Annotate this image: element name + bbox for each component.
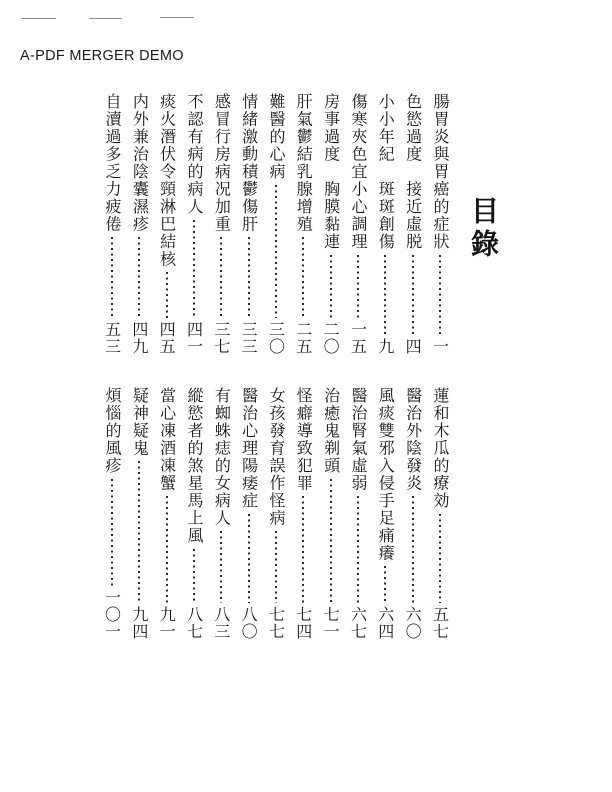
scan-mark-line (160, 17, 194, 18)
toc-entry-page-number: 五三 (102, 321, 122, 355)
toc-entry (293, 387, 313, 640)
toc-entry (184, 93, 204, 355)
toc-entry-page-number: 八三 (211, 606, 231, 640)
dotted-leader (384, 566, 386, 603)
toc-entry-page-number: 四五 (157, 321, 177, 355)
toc-entry-title: 蓮和木瓜的療効 (430, 387, 450, 510)
toc-entry-title: 自瀆過多乏力疲倦 (103, 93, 122, 233)
toc-entry-page-number: 七七 (266, 606, 286, 640)
toc-entry-page-number: 一 (430, 338, 450, 355)
toc-entry-page-number: 四九 (129, 321, 149, 355)
toc-entry (403, 93, 423, 355)
toc-entry-title: 腸胃炎與胃癌的症狀 (430, 93, 450, 251)
toc-entry (348, 93, 368, 355)
toc-entry (157, 387, 177, 640)
toc-entry-title: 肝氣鬱結乳腺增殖 (294, 93, 314, 233)
toc-entry (239, 93, 259, 355)
toc-entry-title: 内外兼治陰囊濕疹 (130, 93, 150, 233)
toc-entry-page-number: 七四 (293, 606, 313, 640)
toc-entry-page-number: 六〇 (403, 606, 423, 640)
dotted-leader (302, 496, 304, 603)
dotted-leader (357, 496, 359, 603)
dotted-leader (412, 255, 414, 336)
toc-entry-title: 感冒行房病况加重 (212, 93, 232, 233)
dotted-leader (166, 272, 168, 318)
dotted-leader (220, 531, 222, 603)
toc-entry-title: 有蜘蛛痣的女病人 (212, 387, 232, 527)
scan-mark-line (89, 18, 122, 19)
toc-entry-page-number: 三七 (211, 321, 231, 355)
dotted-leader (138, 237, 140, 318)
dotted-leader (439, 514, 441, 604)
toc-entry-title: 不認有病的病人 (184, 93, 204, 216)
toc-entry-page-number: 五七 (430, 606, 450, 640)
dotted-leader (357, 255, 359, 319)
toc-entry (211, 93, 231, 355)
dotted-leader (248, 514, 250, 604)
toc-entry-page-number: 三三 (239, 321, 259, 355)
scan-mark-line (21, 18, 56, 19)
toc-entry-title: 難醫的心病 (266, 93, 286, 181)
toc-entry-page-number: 二五 (293, 321, 313, 355)
toc-entry-title: 房事過度 胸膜黏連 (321, 93, 341, 251)
toc-entry-title: 醫治外陰發炎 (403, 387, 423, 492)
toc-entry (375, 387, 395, 640)
dotted-leader (330, 255, 332, 319)
toc-section-upper (102, 93, 450, 355)
toc-entry (266, 387, 286, 640)
toc-entry (129, 387, 149, 640)
toc-entry-page-number: 八七 (184, 606, 204, 640)
toc-entry (184, 387, 204, 640)
toc-entry-title: 醫治心理陽痿症 (239, 387, 259, 510)
toc-entry-page-number: 九 (375, 338, 395, 355)
toc-entry-page-number: 六七 (348, 606, 368, 640)
toc-entry (321, 93, 341, 355)
toc-entry (321, 387, 341, 640)
toc-entry-title: 醫治腎氣虛弱 (348, 387, 368, 492)
toc-entry (430, 387, 450, 640)
dotted-leader (193, 549, 195, 604)
toc-entry (293, 93, 313, 355)
toc-entry (157, 93, 177, 355)
toc-entry-page-number: 二〇 (321, 321, 341, 355)
dotted-leader (111, 237, 113, 318)
dotted-leader (248, 237, 250, 318)
toc-entry-page-number: 三〇 (266, 321, 286, 355)
dotted-leader (111, 479, 113, 587)
toc-entry (211, 387, 231, 640)
dotted-leader (275, 531, 277, 603)
toc-entry-title: 情緒激動積鬱傷肝 (239, 93, 259, 233)
toc-entry-title: 縱慾者的煞星馬上風 (184, 387, 204, 545)
toc-entry (102, 93, 122, 355)
toc-entry-title: 色慾過度 接近虛脱 (403, 93, 423, 251)
toc-entry (375, 93, 395, 355)
dotted-leader (138, 461, 140, 603)
toc-entry-page-number: 九一 (157, 606, 177, 640)
toc-entry-page-number: 六四 (375, 606, 395, 640)
toc-entry (102, 387, 122, 640)
toc-entry-title: 小小年紀 斑斑創傷 (376, 93, 396, 251)
toc-entry-title: 當心凍酒凍蟹 (157, 387, 177, 492)
toc-entry (403, 387, 423, 640)
toc-entry-page-number: 九四 (129, 606, 149, 640)
toc-entry-page-number: 四一 (184, 321, 204, 355)
toc-entry-title: 女孩發育誤作怪病 (266, 387, 286, 527)
page-title: 目錄 (467, 196, 500, 262)
toc-entry-title: 疑神疑鬼 (130, 387, 150, 457)
dotted-leader (330, 479, 332, 604)
toc-entry-page-number: 八〇 (239, 606, 259, 640)
watermark-text: A-PDF MERGER DEMO (20, 48, 184, 64)
dotted-leader (384, 255, 386, 336)
toc-entry-page-number: 四 (403, 338, 423, 355)
dotted-leader (193, 220, 195, 319)
dotted-leader (166, 496, 168, 603)
toc-entry (430, 93, 450, 355)
toc-entry-page-number: 七一 (321, 606, 341, 640)
toc-entry-page-number: 一〇一 (102, 589, 122, 640)
toc-entry (239, 387, 259, 640)
toc-entry-title: 治癒鬼剃頭 (321, 387, 341, 475)
toc-entry (266, 93, 286, 355)
toc-entry (129, 93, 149, 355)
toc-entry-page-number: 一五 (348, 321, 368, 355)
toc-entry-title: 風痰雙邪入侵手足痛癢 (376, 387, 396, 562)
toc-entry-title: 傷寒夾色宜小心調理 (348, 93, 368, 251)
dotted-leader (220, 237, 222, 318)
toc-section-lower (102, 387, 450, 640)
dotted-leader (275, 185, 277, 319)
toc-entry-title: 煩惱的風疹 (103, 387, 122, 475)
toc-entry-title: 痰火潛伏令頸淋巴結核 (157, 93, 177, 268)
toc-entry-title: 怪癖導致犯罪 (294, 387, 314, 492)
dotted-leader (302, 237, 304, 318)
dotted-leader (439, 255, 441, 336)
dotted-leader (412, 496, 414, 603)
toc-entry (348, 387, 368, 640)
